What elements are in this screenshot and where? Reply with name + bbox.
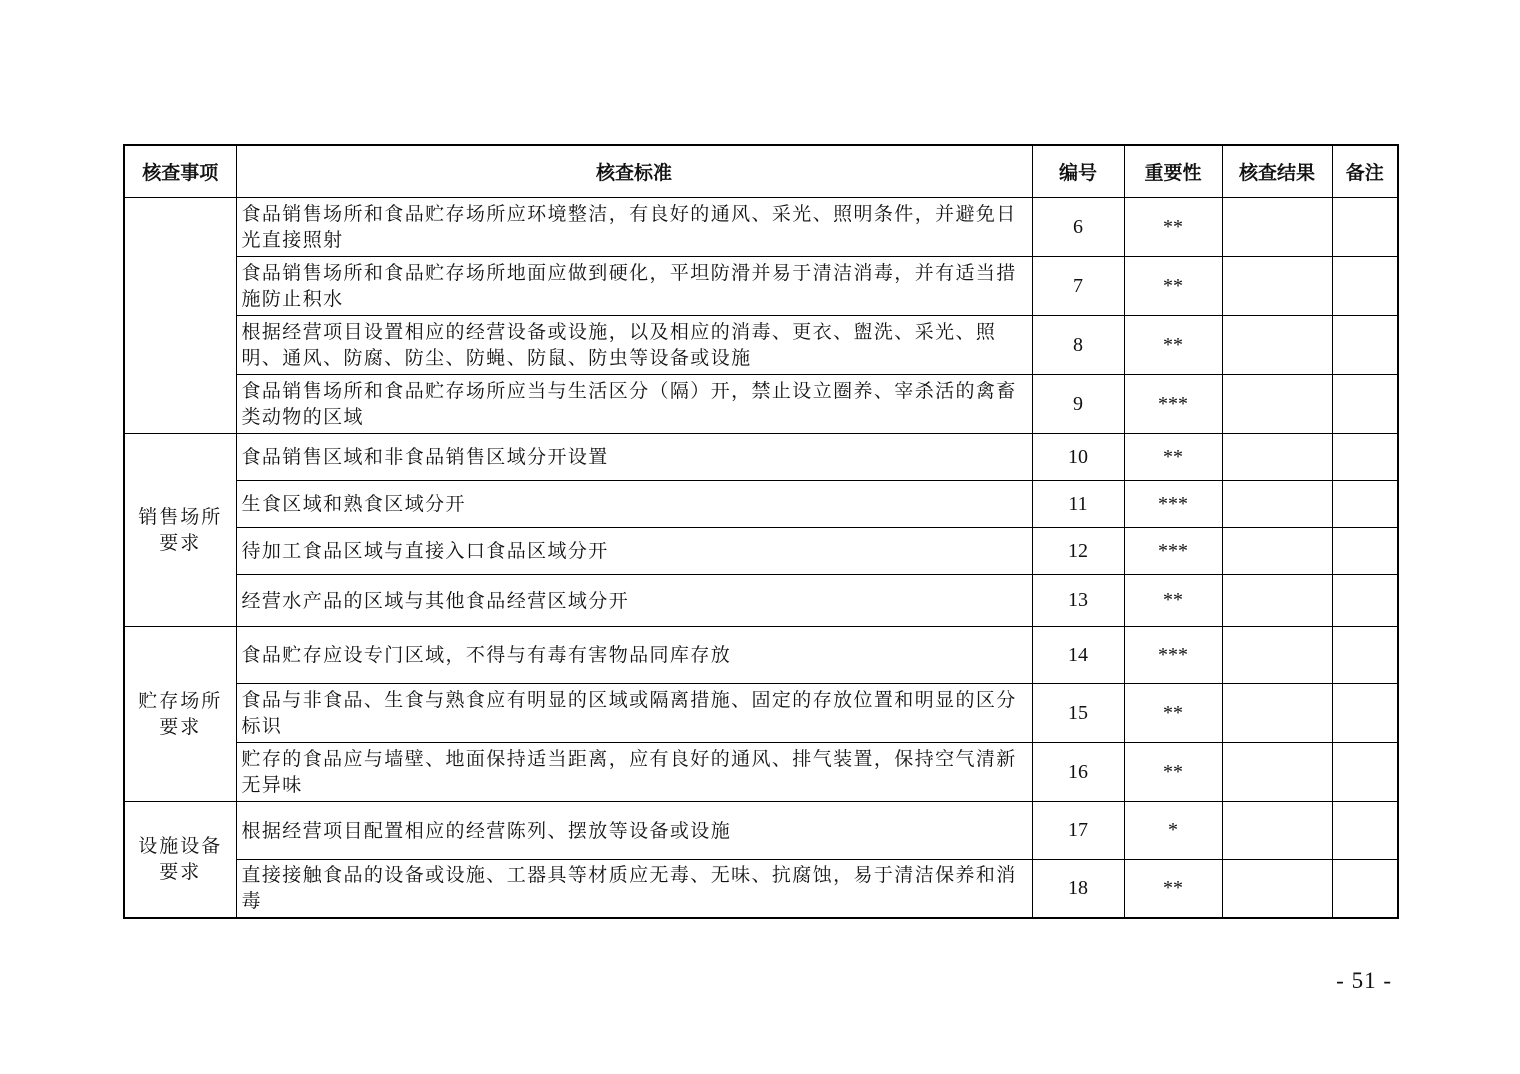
category-line1: 销售场所 xyxy=(138,506,223,528)
table-row xyxy=(124,802,1398,860)
importance-cell: ** xyxy=(1124,257,1222,316)
standard-cell: 根据经营项目设置相应的经营设备或设施，以及相应的消毒、更衣、盥洗、采光、照明、通风、防腐、防尘、防蝇、防鼠、防虫等设备或设施 xyxy=(236,316,1032,375)
remark-cell[interactable] xyxy=(1332,434,1398,481)
standard-cell: 食品销售区域和非食品销售区域分开设置 xyxy=(236,434,1032,481)
header-category: 核查事项 xyxy=(124,145,236,198)
importance-cell: *** xyxy=(1124,481,1222,528)
remark-cell[interactable] xyxy=(1332,684,1398,743)
importance-cell: ** xyxy=(1124,684,1222,743)
table-row xyxy=(124,434,1398,481)
remark-cell[interactable] xyxy=(1332,627,1398,684)
result-cell[interactable] xyxy=(1222,434,1332,481)
header-result: 核查结果 xyxy=(1222,145,1332,198)
number-cell: 18 xyxy=(1032,860,1124,918)
table-row xyxy=(124,575,1398,627)
table-header-row xyxy=(124,145,1398,198)
standard-cell: 食品销售场所和食品贮存场所应当与生活区分（隔）开，禁止设立圈养、宰杀活的禽畜类动物的区域 xyxy=(236,375,1032,434)
result-cell[interactable] xyxy=(1222,684,1332,743)
table-row xyxy=(124,627,1398,684)
number-cell: 15 xyxy=(1032,684,1124,743)
category-line1: 贮存场所 xyxy=(138,690,223,712)
number-cell: 12 xyxy=(1032,528,1124,575)
standard-cell: 经营水产品的区域与其他食品经营区域分开 xyxy=(236,575,1032,627)
result-cell[interactable] xyxy=(1222,316,1332,375)
result-cell[interactable] xyxy=(1222,860,1332,918)
importance-cell: ** xyxy=(1124,860,1222,918)
number-cell: 10 xyxy=(1032,434,1124,481)
standard-cell: 食品销售场所和食品贮存场所应环境整洁，有良好的通风、采光、照明条件，并避免日光直接照射 xyxy=(236,198,1032,257)
number-cell: 9 xyxy=(1032,375,1124,434)
number-cell: 13 xyxy=(1032,575,1124,627)
importance-cell: *** xyxy=(1124,627,1222,684)
remark-cell[interactable] xyxy=(1332,860,1398,918)
standard-cell: 待加工食品区域与直接入口食品区域分开 xyxy=(236,528,1032,575)
importance-cell: *** xyxy=(1124,528,1222,575)
category-cell xyxy=(124,802,236,918)
standard-cell: 生食区域和熟食区域分开 xyxy=(236,481,1032,528)
remark-cell[interactable] xyxy=(1332,375,1398,434)
importance-cell: ** xyxy=(1124,743,1222,802)
remark-cell[interactable] xyxy=(1332,575,1398,627)
standard-cell: 食品销售场所和食品贮存场所地面应做到硬化，平坦防滑并易于清洁消毒，并有适当措施防止积水 xyxy=(236,257,1032,316)
remark-cell[interactable] xyxy=(1332,257,1398,316)
remark-cell[interactable] xyxy=(1332,743,1398,802)
importance-cell: ** xyxy=(1124,434,1222,481)
result-cell[interactable] xyxy=(1222,257,1332,316)
result-cell[interactable] xyxy=(1222,375,1332,434)
number-cell: 11 xyxy=(1032,481,1124,528)
table-row xyxy=(124,375,1398,434)
table-row xyxy=(124,860,1398,918)
standard-cell: 食品贮存应设专门区域，不得与有毒有害物品同库存放 xyxy=(236,627,1032,684)
remark-cell[interactable] xyxy=(1332,802,1398,860)
result-cell[interactable] xyxy=(1222,198,1332,257)
table-row xyxy=(124,743,1398,802)
category-line2: 要求 xyxy=(159,716,202,738)
table-row xyxy=(124,528,1398,575)
standard-cell: 食品与非食品、生食与熟食应有明显的区域或隔离措施、固定的存放位置和明显的区分标识 xyxy=(236,684,1032,743)
header-number: 编号 xyxy=(1032,145,1124,198)
number-cell: 8 xyxy=(1032,316,1124,375)
remark-cell[interactable] xyxy=(1332,198,1398,257)
inspection-table xyxy=(123,144,1399,919)
result-cell[interactable] xyxy=(1222,481,1332,528)
importance-cell: * xyxy=(1124,802,1222,860)
category-cell xyxy=(124,434,236,627)
result-cell[interactable] xyxy=(1222,627,1332,684)
table-row xyxy=(124,257,1398,316)
page-number: - 51 - xyxy=(1336,968,1392,993)
importance-cell: *** xyxy=(1124,375,1222,434)
standard-cell: 贮存的食品应与墙壁、地面保持适当距离，应有良好的通风、排气装置，保持空气清新无异味 xyxy=(236,743,1032,802)
remark-cell[interactable] xyxy=(1332,528,1398,575)
number-cell: 16 xyxy=(1032,743,1124,802)
result-cell[interactable] xyxy=(1222,802,1332,860)
header-standard: 核查标准 xyxy=(236,145,1032,198)
standard-cell: 直接接触食品的设备或设施、工器具等材质应无毒、无味、抗腐蚀，易于清洁保养和消毒 xyxy=(236,860,1032,918)
result-cell[interactable] xyxy=(1222,743,1332,802)
result-cell[interactable] xyxy=(1222,575,1332,627)
table-row xyxy=(124,481,1398,528)
standard-cell: 根据经营项目配置相应的经营陈列、摆放等设备或设施 xyxy=(236,802,1032,860)
number-cell: 17 xyxy=(1032,802,1124,860)
header-importance: 重要性 xyxy=(1124,145,1222,198)
number-cell: 6 xyxy=(1032,198,1124,257)
table-row xyxy=(124,684,1398,743)
header-remark: 备注 xyxy=(1332,145,1398,198)
remark-cell[interactable] xyxy=(1332,316,1398,375)
category-line1: 设施设备 xyxy=(138,835,223,858)
result-cell[interactable] xyxy=(1222,528,1332,575)
importance-cell: ** xyxy=(1124,198,1222,257)
importance-cell: ** xyxy=(1124,575,1222,627)
number-cell: 14 xyxy=(1032,627,1124,684)
importance-cell: ** xyxy=(1124,316,1222,375)
table-row xyxy=(124,316,1398,375)
table-row xyxy=(124,198,1398,257)
category-line2: 要求 xyxy=(159,861,202,884)
category-cell xyxy=(124,198,236,434)
remark-cell[interactable] xyxy=(1332,481,1398,528)
category-cell xyxy=(124,627,236,802)
number-cell: 7 xyxy=(1032,257,1124,316)
category-line2: 要求 xyxy=(159,532,202,554)
